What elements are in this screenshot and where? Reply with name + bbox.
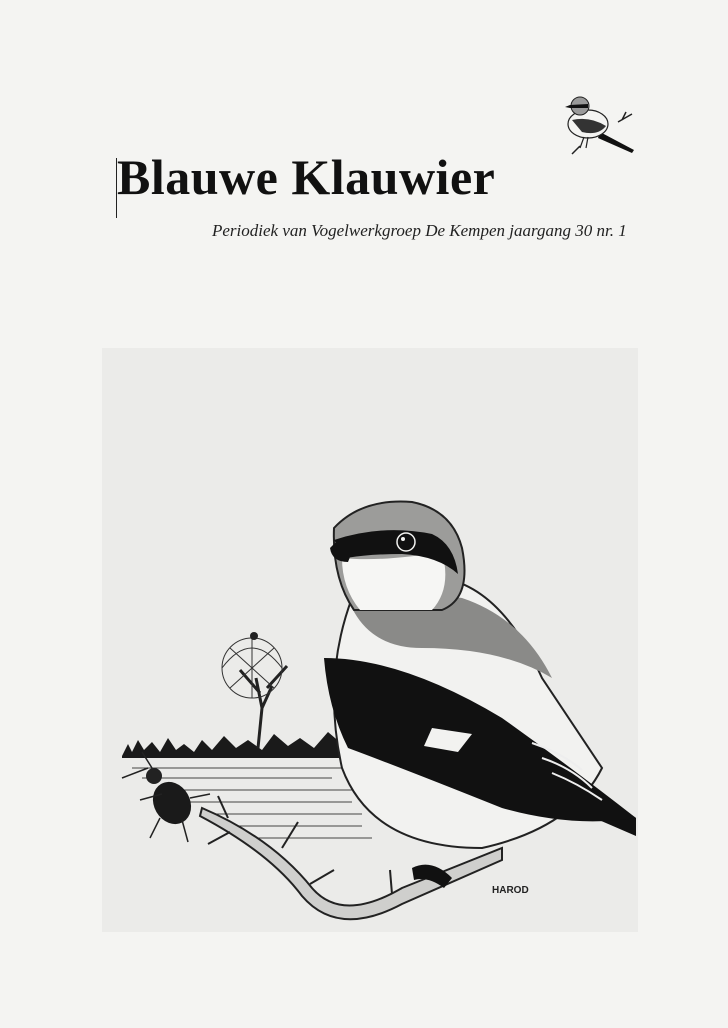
magazine-subtitle: Periodiek van Vogelwerkgroep De Kempen jaargang 30 nr. 1 xyxy=(212,221,627,240)
shrike-logo-icon xyxy=(560,92,640,162)
shrike-illustration xyxy=(102,348,638,932)
artist-signature: HAROD xyxy=(492,885,529,896)
beetle-icon xyxy=(122,752,210,842)
magazine-title: Blauwe Klauwier xyxy=(117,149,496,205)
